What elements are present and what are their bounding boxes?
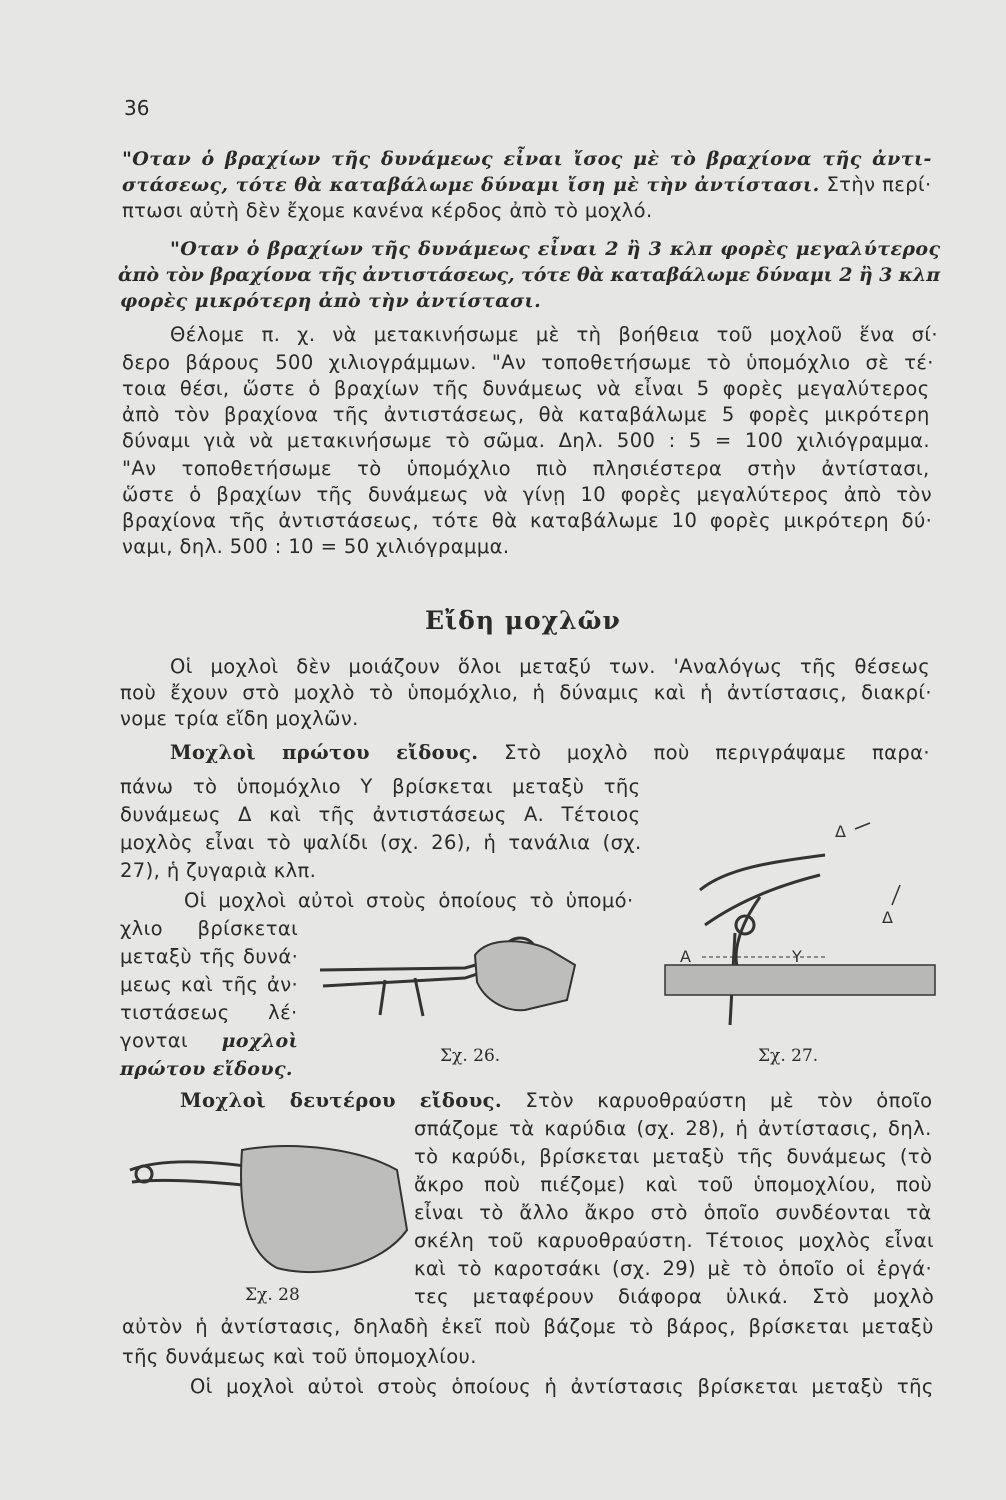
text-line: [414, 1256, 932, 1282]
text-line: [180, 1088, 932, 1114]
text-line: [120, 944, 298, 970]
figure-28-caption: Σχ. 28: [245, 1285, 300, 1305]
text-run: πάνω τὸ ὑπομόχλιο Υ βρίσκεται μεταξὺ τῆς: [120, 775, 641, 798]
text-line: [414, 1228, 934, 1254]
figure-27-caption: Σχ. 27.: [758, 1046, 819, 1066]
text-line: [170, 322, 938, 348]
text-line: [122, 1344, 477, 1370]
page-number: 36: [124, 96, 150, 120]
figure-26-scissors: [315, 920, 580, 1035]
figure-28-nutcracker: [122, 1140, 412, 1290]
emphasis-text: ἀπὸ τὸν βραχίονα τῆς ἀντιστάσεως, τότε θὰ καταβάλωμε δύναμι 2 ἢ 3 κλπ: [118, 264, 941, 286]
text-run: καὶ τὸ καροτσάκι (σχ. 29) μὲ τὸ ὁποῖο οἱ ἐργά·: [414, 1257, 933, 1280]
text-line: [122, 1314, 934, 1340]
text-run: νομε τρία εἴδη μοχλῶν.: [120, 707, 359, 730]
text-run: Στὸν καρυοθραύστη μὲ τὸν ὁποῖο: [502, 1089, 933, 1112]
text-run: ποὺ ἔχουν στὸ μοχλὸ τὸ ὑπομόχλιο, ἡ δύναμις καὶ ἡ ἀντίστασις, διακρί·: [120, 681, 932, 704]
text-line: [120, 706, 359, 732]
text-run: τῆς δυνάμεως καὶ τοῦ ὑπομοχλίου.: [122, 1345, 477, 1368]
text-line: [414, 1116, 932, 1142]
text-run: τὸ καρύδι, βρίσκεται μεταξὺ τῆς δυνάμεως (τὸ: [414, 1145, 933, 1168]
plank-drawing: [665, 965, 935, 995]
label-Y: Υ: [792, 947, 802, 966]
text-line: [122, 534, 510, 560]
text-line: [120, 802, 640, 828]
text-run: τιστάσεως λέ·: [120, 1001, 298, 1024]
text-line: [122, 508, 932, 534]
figure-26-caption: Σχ. 26.: [440, 1046, 501, 1066]
text-line: [120, 288, 541, 314]
text-line: [414, 1200, 932, 1226]
text-line: [118, 262, 940, 288]
text-line: [122, 402, 930, 428]
text-line: [190, 1374, 934, 1400]
text-run: δυνάμεως Δ καὶ τῆς ἀντιστάσεως Α. Τέτοιος: [120, 803, 641, 826]
text-line: [122, 198, 653, 224]
text-run: αὐτὸν ἡ ἀντίστασις, δηλαδὴ ἐκεῖ ποὺ βάζομε τὸ βάρος, βρίσκεται μεταξὺ: [122, 1315, 934, 1338]
text-run: πτωσι αὐτὴ δὲν ἔχομε κανένα κέρδος ἀπὸ τὸ μοχλό.: [122, 199, 653, 222]
text-line: [170, 740, 930, 766]
text-run: Οἱ μοχλοὶ αὐτοὶ στοὺς ὁποίους ἡ ἀντίστασις βρίσκεται μεταξὺ τῆς: [190, 1375, 934, 1398]
text-line: [414, 1172, 932, 1198]
text-line: [120, 1000, 298, 1026]
text-run: "Αν τοποθετήσωμε τὸ ὑπομόχλιο πιὸ πλησιέστερα στὴν ἀντίστασι,: [122, 457, 930, 480]
text-run: Οἱ μοχλοὶ αὐτοὶ στοὺς ὁποίους τὸ ὑπομό·: [184, 889, 634, 912]
emphasis-text: φορὲς μικρότερη ἀπὸ τὴν ἀντίστασι.: [120, 290, 542, 312]
text-line: [122, 428, 930, 454]
text-run: χλιο βρίσκεται: [120, 917, 299, 940]
text-line: [122, 376, 930, 402]
text-line: [120, 1056, 293, 1082]
text-line: [122, 350, 934, 376]
text-line: [122, 146, 932, 172]
text-run: ὥστε ὁ βραχίων τῆς δυνάμεως νὰ γίνῃ 10 φορὲς μεγαλύτερος ἀπὸ τὸν: [122, 483, 933, 506]
text-line: [414, 1144, 932, 1170]
text-run: Στὴν περί·: [819, 173, 932, 196]
text-run: γονται: [120, 1029, 222, 1052]
text-run: δύναμι γιὰ νὰ μετακινήσωμε τὸ σῶμα. Δηλ. 500 : 5 = 100 χιλιόγραμμα.: [122, 429, 930, 452]
text-line: [120, 1028, 298, 1054]
emphasis-text: "Οταν ὁ βραχίων τῆς δυνάμεως εἶναι 2 ἢ 3 κλπ φορὲς μεγαλύτερος: [170, 238, 941, 260]
emphasis-text: "Οταν ὁ βραχίων τῆς δυνάμεως εἶναι ἴσος μὲ τὸ βραχίονα τῆς ἀντι-: [122, 148, 932, 170]
label-delta-right: Δ: [882, 908, 893, 927]
text-run: σπάζομε τὰ καρύδια (σχ. 28), ἡ ἀντίστασις, δηλ.: [414, 1117, 932, 1140]
text-line: [122, 172, 932, 198]
text-line: [184, 888, 634, 914]
text-line: [122, 482, 932, 508]
label-delta-top: Δ: [835, 822, 846, 841]
section-heading: Εἴδη μοχλῶν: [425, 606, 621, 635]
text-line: [170, 654, 930, 680]
text-line: [120, 858, 316, 884]
text-run: ἄκρο ποὺ πιέζομε) καὶ τοῦ ὑπομοχλίου, ποὺ: [414, 1173, 933, 1196]
hand-drawing: [241, 1146, 407, 1272]
text-line: [120, 830, 642, 856]
text-run: ναμι, δηλ. 500 : 10 = 50 χιλιόγραμμα.: [122, 535, 510, 558]
text-line: [122, 456, 930, 482]
figure-27-pincers: [660, 815, 945, 1045]
text-run: Οἱ μοχλοὶ δὲν μοιάζουν ὅλοι μεταξύ των. 'Αναλόγως τῆς θέσεως: [170, 655, 931, 678]
text-run: μεταξὺ τῆς δυνά·: [120, 945, 299, 968]
emphasis-text: πρώτου εἴδους.: [120, 1058, 293, 1080]
subheading: Μοχλοὶ δευτέρου εἴδους.: [180, 1089, 503, 1112]
text-run: τοια θέσι, ὥστε ὁ βραχίων τῆς δυνάμεως νὰ εἶναι 5 φορὲς μεγαλύτερος: [122, 377, 930, 400]
text-line: [120, 916, 298, 942]
text-run: 27), ἡ ζυγαριὰ κλπ.: [120, 859, 317, 882]
text-run: μεως καὶ τῆς ἀν·: [120, 973, 299, 996]
text-run: Θέλομε π. χ. νὰ μετακινήσωμε μὲ τὴ βοήθεια τοῦ μοχλοῦ ἕνα σί·: [170, 323, 939, 346]
emphasis-text: μοχλοὶ: [221, 1030, 299, 1052]
label-A: Α: [680, 947, 691, 966]
hand-drawing: [475, 941, 575, 1010]
text-run: τες μεταφέρουν διάφορα ὑλικά. Στὸ μοχλὸ: [414, 1285, 935, 1308]
text-run: εἶναι τὸ ἄλλο ἄκρο στὸ ὁποῖο συνδέονται τὰ: [414, 1201, 932, 1224]
text-line: [414, 1284, 934, 1310]
text-run: δερο βάρους 500 χιλιογράμμων. "Αν τοποθετήσωμε τὸ ὑπομόχλιο σὲ τέ·: [122, 351, 934, 374]
text-run: ἀπὸ τὸν βραχίονα τῆς ἀντιστάσεως, θὰ καταβάλωμε 5 φορὲς μικρότερη: [122, 403, 930, 426]
text-line: [120, 774, 640, 800]
emphasis-text: στάσεως, τότε θὰ καταβάλωμε δύναμι ἴση μὲ τὴν ἀντίστασι.: [122, 174, 820, 196]
text-run: βραχίονα τῆς ἀντιστάσεως, τότε θὰ καταβάλωμε 10 φορὲς μικρότερη δύ·: [122, 509, 933, 532]
subheading: Μοχλοὶ πρώτου εἴδους.: [170, 741, 479, 764]
text-run: Στὸ μοχλὸ ποὺ περιγράψαμε παρα·: [478, 741, 931, 764]
text-run: μοχλὸς εἶναι τὸ ψαλίδι (σχ. 26), ἡ τανάλια (σχ.: [120, 831, 642, 854]
text-run: σκέλη τοῦ καρυοθραύστη. Τέτοιος μοχλὸς εἶναι: [414, 1229, 934, 1252]
text-line: [120, 680, 932, 706]
text-line: [120, 972, 298, 998]
text-line: [170, 236, 940, 262]
